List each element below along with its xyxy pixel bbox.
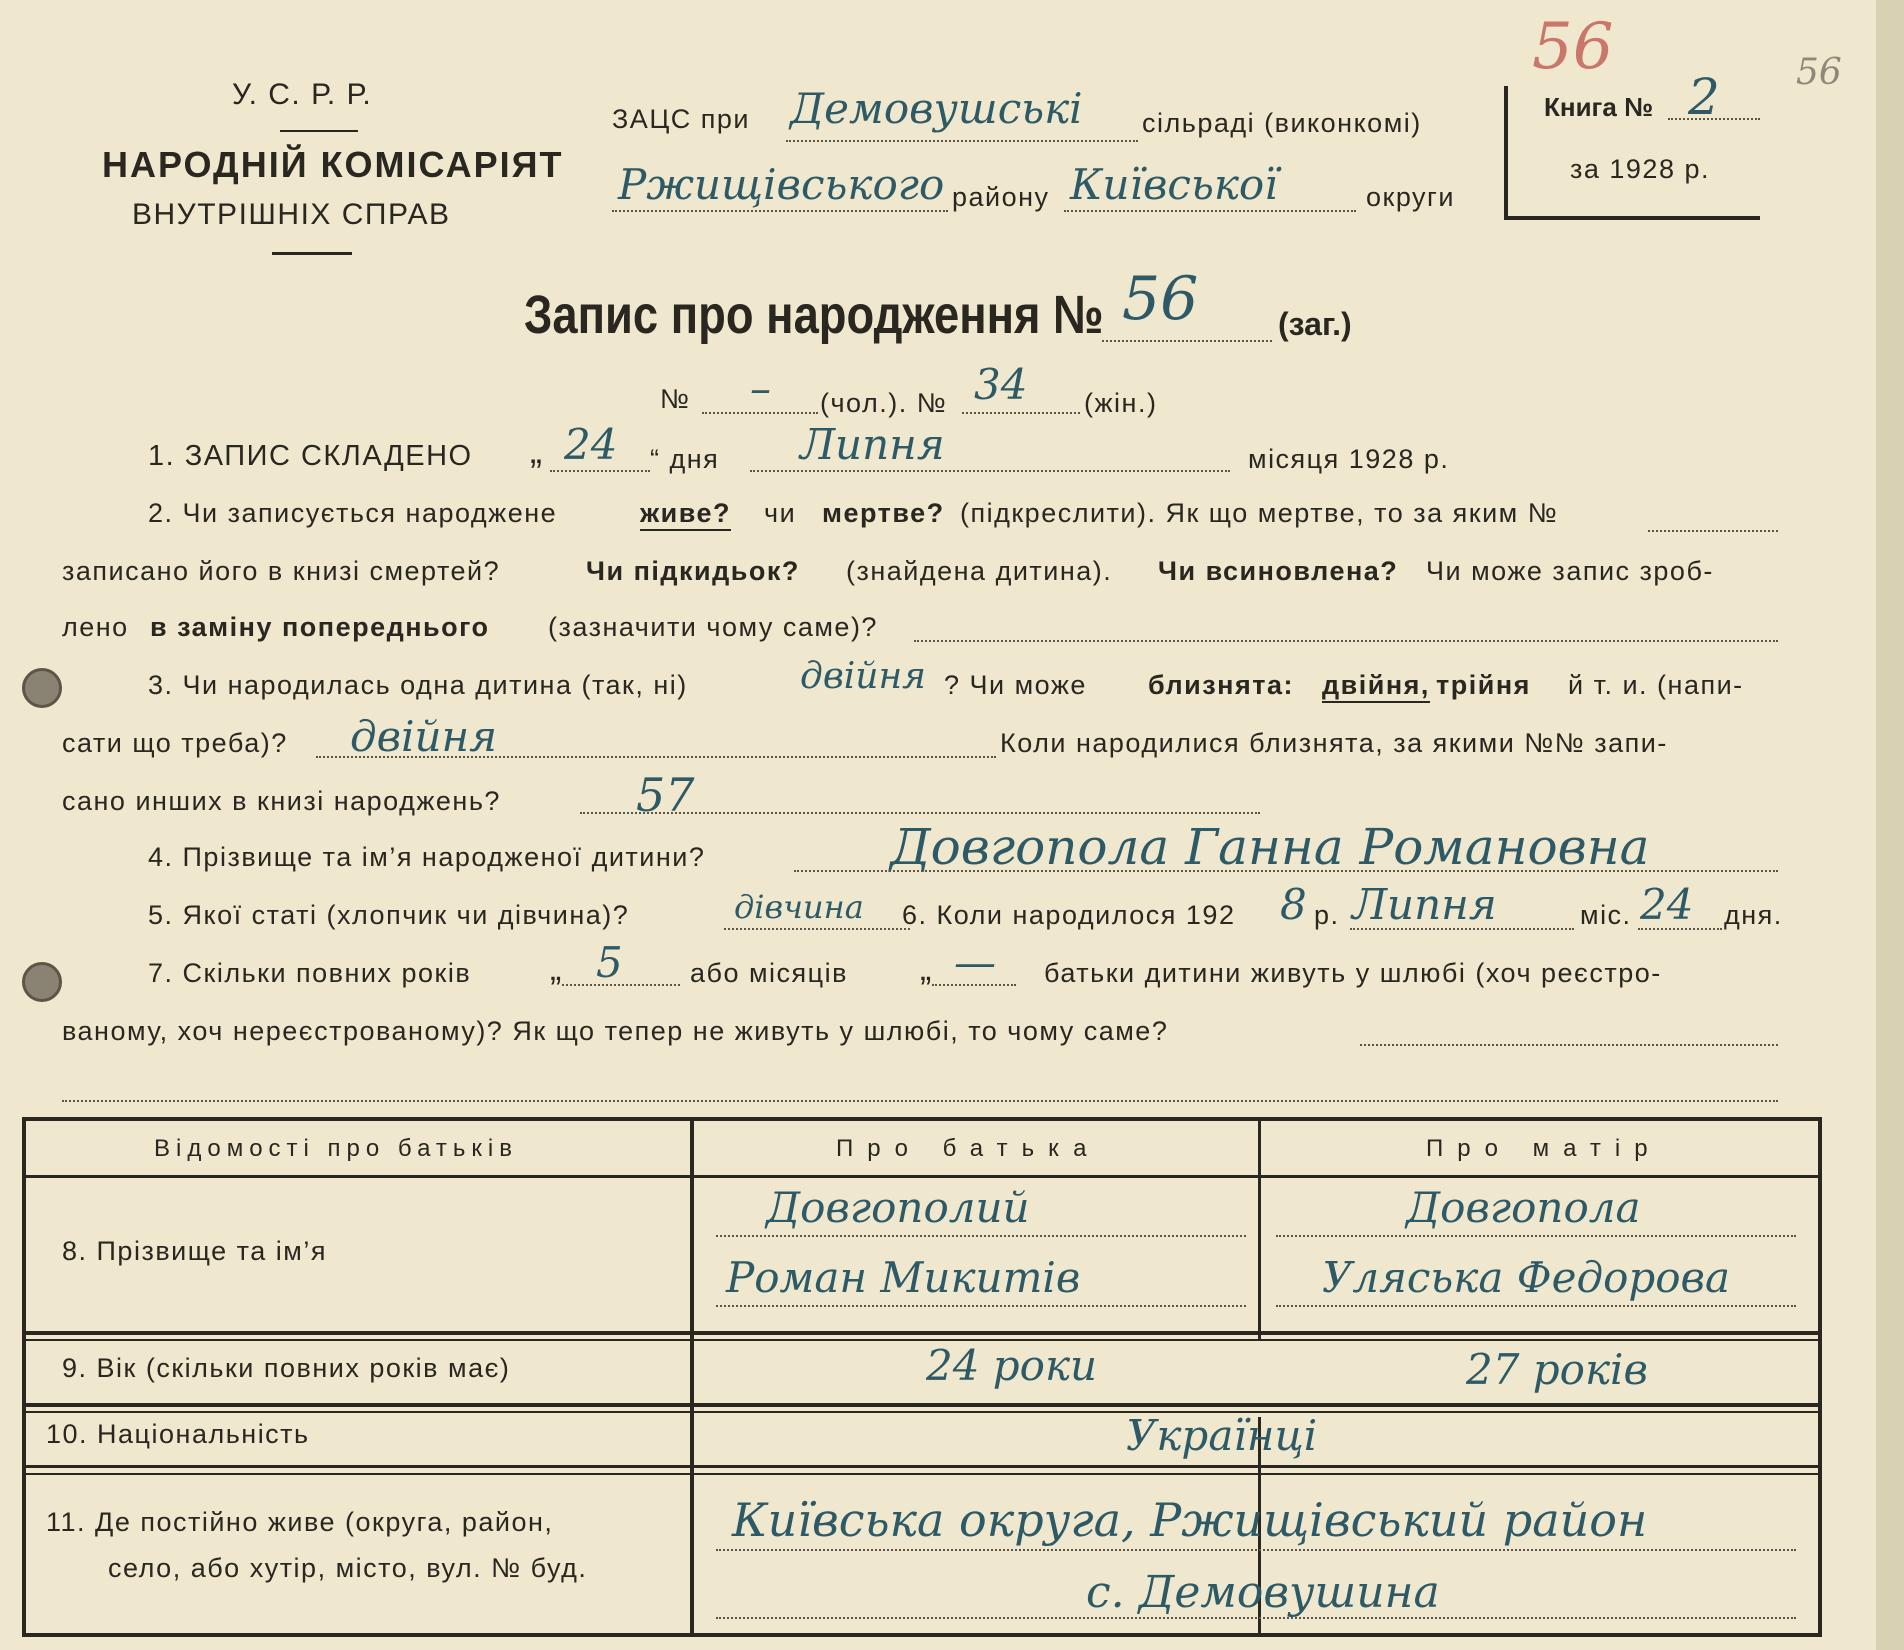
row-divider xyxy=(26,1473,1818,1475)
fill-line xyxy=(716,1617,1796,1619)
table-head-father: Про батька xyxy=(836,1135,1101,1162)
fill-line xyxy=(724,928,910,930)
fill-line xyxy=(62,1100,1778,1102)
male-label: (чол.). № xyxy=(820,388,948,418)
zags-village: Демовушськi xyxy=(790,84,1083,133)
punch-hole xyxy=(22,668,62,708)
q2-text: 2. Чи записується народжене xyxy=(148,498,558,528)
title-suffix: (заг.) xyxy=(1278,306,1352,342)
pencil-archive-number: 56 xyxy=(1796,52,1842,93)
divider xyxy=(272,252,352,255)
okruga-label: округи xyxy=(1366,182,1455,212)
state-name: У. С. Р. Р. xyxy=(232,78,373,111)
row-divider xyxy=(26,1403,1818,1407)
fill-line xyxy=(1276,1305,1796,1307)
row-residence-label: 11. Де постійно живе (округа, район, xyxy=(46,1507,554,1537)
q3-answer-3: 57 xyxy=(636,768,695,822)
mother-age: 27 рокiв xyxy=(1466,1345,1648,1394)
row-divider xyxy=(26,1411,1818,1413)
table-head-info: Відомості про батьків xyxy=(154,1135,518,1162)
row-name-label: 8. Прізвище та ім’я xyxy=(62,1236,327,1266)
q2-replace: в заміну попереднього xyxy=(150,612,490,642)
col-divider xyxy=(690,1121,694,1633)
q2-alive: живе? xyxy=(640,498,731,531)
nationality: Українцi xyxy=(1126,1411,1318,1460)
page-edge xyxy=(1876,0,1904,1650)
q4-label: 4. Прізвище та ім’я народженої дитини? xyxy=(148,842,706,872)
father-age: 24 роки xyxy=(926,1341,1098,1390)
q6-mis: міс. xyxy=(1580,900,1632,930)
parents-table xyxy=(22,1117,1822,1637)
q2-foundling: Чи підкидьок? xyxy=(586,556,800,586)
q7-rest: батьки дитини живуть у шлюбі (хоч реєстро- xyxy=(1044,958,1662,988)
q1-day-label: “ дня xyxy=(650,444,720,474)
book-box-left xyxy=(1504,86,1508,218)
page-title: Запис про народження № xyxy=(524,285,1104,345)
q6-r: р. xyxy=(1314,900,1340,930)
q3-text: 3. Чи народилась одна дитина (так, ні) xyxy=(148,670,688,700)
red-archive-number: 56 xyxy=(1532,10,1614,84)
fill-line xyxy=(1064,210,1356,212)
okruga-name: Київської xyxy=(1070,160,1278,209)
book-number: 2 xyxy=(1688,68,1720,126)
fill-line xyxy=(550,470,650,472)
q2-text: лено xyxy=(62,612,129,642)
birth-year-digit: 8 xyxy=(1280,880,1307,929)
birth-month: Липня xyxy=(1352,880,1497,929)
fill-line xyxy=(716,1305,1246,1307)
raion-name: Ржищiвського xyxy=(618,160,945,209)
fill-line xyxy=(1360,1044,1778,1046)
q3-answer-1: двiйня xyxy=(800,656,927,697)
row-age-label: 9. Вік (скільки повних років має) xyxy=(62,1353,511,1383)
q1-day: 24 xyxy=(564,420,618,469)
row-residence-label: село, або хутір, місто, вул. № буд. xyxy=(108,1553,588,1583)
fill-line xyxy=(750,470,1230,472)
q1-open-quote: „ xyxy=(530,430,544,471)
commissariat-dept: ВНУТРІШНІХ СПРАВ xyxy=(132,198,451,231)
zags-suffix: сільраді (виконкомі) xyxy=(1142,108,1422,138)
q1-year: місяця 1928 р. xyxy=(1248,444,1450,474)
q7-mid: або місяців xyxy=(690,958,848,988)
row-divider xyxy=(26,1331,1818,1335)
fill-line xyxy=(716,1549,1796,1551)
residence-line-1: Київська округа, Ржищiвський район xyxy=(732,1493,1648,1547)
q2-text: (зазначити чому саме)? xyxy=(548,612,878,642)
fill-line xyxy=(1638,928,1722,930)
child-sex: дiвчина xyxy=(734,888,864,926)
zags-prefix: ЗАЦС при xyxy=(612,104,751,134)
birth-day: 24 xyxy=(1640,880,1694,929)
residence-line-2: с. Демовушина xyxy=(1086,1567,1440,1618)
mother-surname: Довгопола xyxy=(1406,1183,1641,1232)
q1-label: 1. ЗАПИС СКЛАДЕНО xyxy=(148,440,473,472)
q2-text: чи xyxy=(764,498,797,528)
fill-line xyxy=(316,756,996,758)
q3-text: ? Чи може xyxy=(944,670,1087,700)
fill-line xyxy=(1648,530,1778,532)
q7-quote: „ xyxy=(920,950,933,988)
punch-hole xyxy=(22,962,62,1002)
fill-line xyxy=(962,412,1080,414)
q2-adopted: Чи всиновлена? xyxy=(1158,556,1399,586)
q3-text: сано инших в книзі народжень? xyxy=(62,786,501,816)
fill-line xyxy=(562,984,680,986)
male-number: – xyxy=(750,364,771,413)
q3-text: сати що треба)? xyxy=(62,728,288,758)
row-divider xyxy=(26,1465,1818,1468)
q3-tri: трійня xyxy=(1436,670,1531,700)
q1-month: Липня xyxy=(800,420,945,469)
q2-text: (підкреслити). Як що мертве, то за яким № xyxy=(960,498,1559,528)
row-divider xyxy=(26,1175,1818,1178)
q3-text: Коли народилися близнята, за якими №№ запи- xyxy=(1000,728,1668,758)
q6-dnia: дня. xyxy=(1724,900,1783,930)
q6-label: 6. Коли народилося 192 xyxy=(902,900,1236,930)
q3-dvi: двійня, xyxy=(1322,670,1430,703)
fill-line xyxy=(786,140,1138,142)
book-label: Книга № xyxy=(1544,92,1654,122)
q7-quote: „ xyxy=(550,950,563,988)
q2-dead: мертве? xyxy=(822,498,945,528)
child-name: Довгопола Ганна Романовна xyxy=(890,818,1650,876)
record-number: 56 xyxy=(1122,264,1199,334)
row-divider xyxy=(26,1339,1818,1341)
table-head-mother: Про матір xyxy=(1426,1135,1662,1162)
q7-line2: ваному, хоч нереєстрованому)? Як що тепер не живуть у шлюбі, то чому саме? xyxy=(62,1016,1169,1046)
female-label: (жін.) xyxy=(1084,388,1158,418)
commissariat-name: НАРОДНІЙ КОМІСАРІЯТ xyxy=(102,144,564,185)
female-number: 34 xyxy=(974,360,1028,409)
q5-label: 5. Якої статі (хлопчик чи дівчина)? xyxy=(148,900,630,930)
mother-name: Уляська Федорова xyxy=(1322,1253,1731,1302)
q3-twins: близнята: xyxy=(1148,670,1294,700)
fill-line xyxy=(716,1235,1246,1237)
book-box-bottom xyxy=(1504,216,1760,220)
q3-text: й т. и. (напи- xyxy=(1568,670,1744,700)
raion-label: району xyxy=(952,182,1050,212)
subnum-no: № xyxy=(660,384,691,414)
q2-text: записано його в книзі смертей? xyxy=(62,556,501,586)
fill-line xyxy=(702,412,818,414)
row-nation-label: 10. Національність xyxy=(46,1419,310,1449)
father-surname: Довгополий xyxy=(766,1183,1030,1232)
fill-line xyxy=(1276,1235,1796,1237)
q7-label: 7. Скільки повних років xyxy=(148,958,472,988)
fill-line xyxy=(612,210,948,212)
q3-answer-2: двiйня xyxy=(350,712,498,761)
fill-line xyxy=(580,812,1260,814)
fill-line xyxy=(794,870,1778,872)
fill-line xyxy=(1102,340,1272,342)
q2-text: Чи може запис зроб- xyxy=(1426,556,1714,586)
fill-line xyxy=(932,984,1016,986)
father-name: Роман Микитiв xyxy=(726,1253,1081,1302)
fill-line xyxy=(1668,118,1760,120)
divider xyxy=(280,130,358,132)
fill-line xyxy=(914,640,1778,642)
marriage-years: 5 xyxy=(596,938,623,987)
col-divider xyxy=(1258,1121,1261,1341)
q2-text: (знайдена дитина). xyxy=(846,556,1113,586)
book-year: за 1928 р. xyxy=(1570,154,1710,184)
fill-line xyxy=(1350,928,1574,930)
marriage-months: — xyxy=(954,938,996,987)
